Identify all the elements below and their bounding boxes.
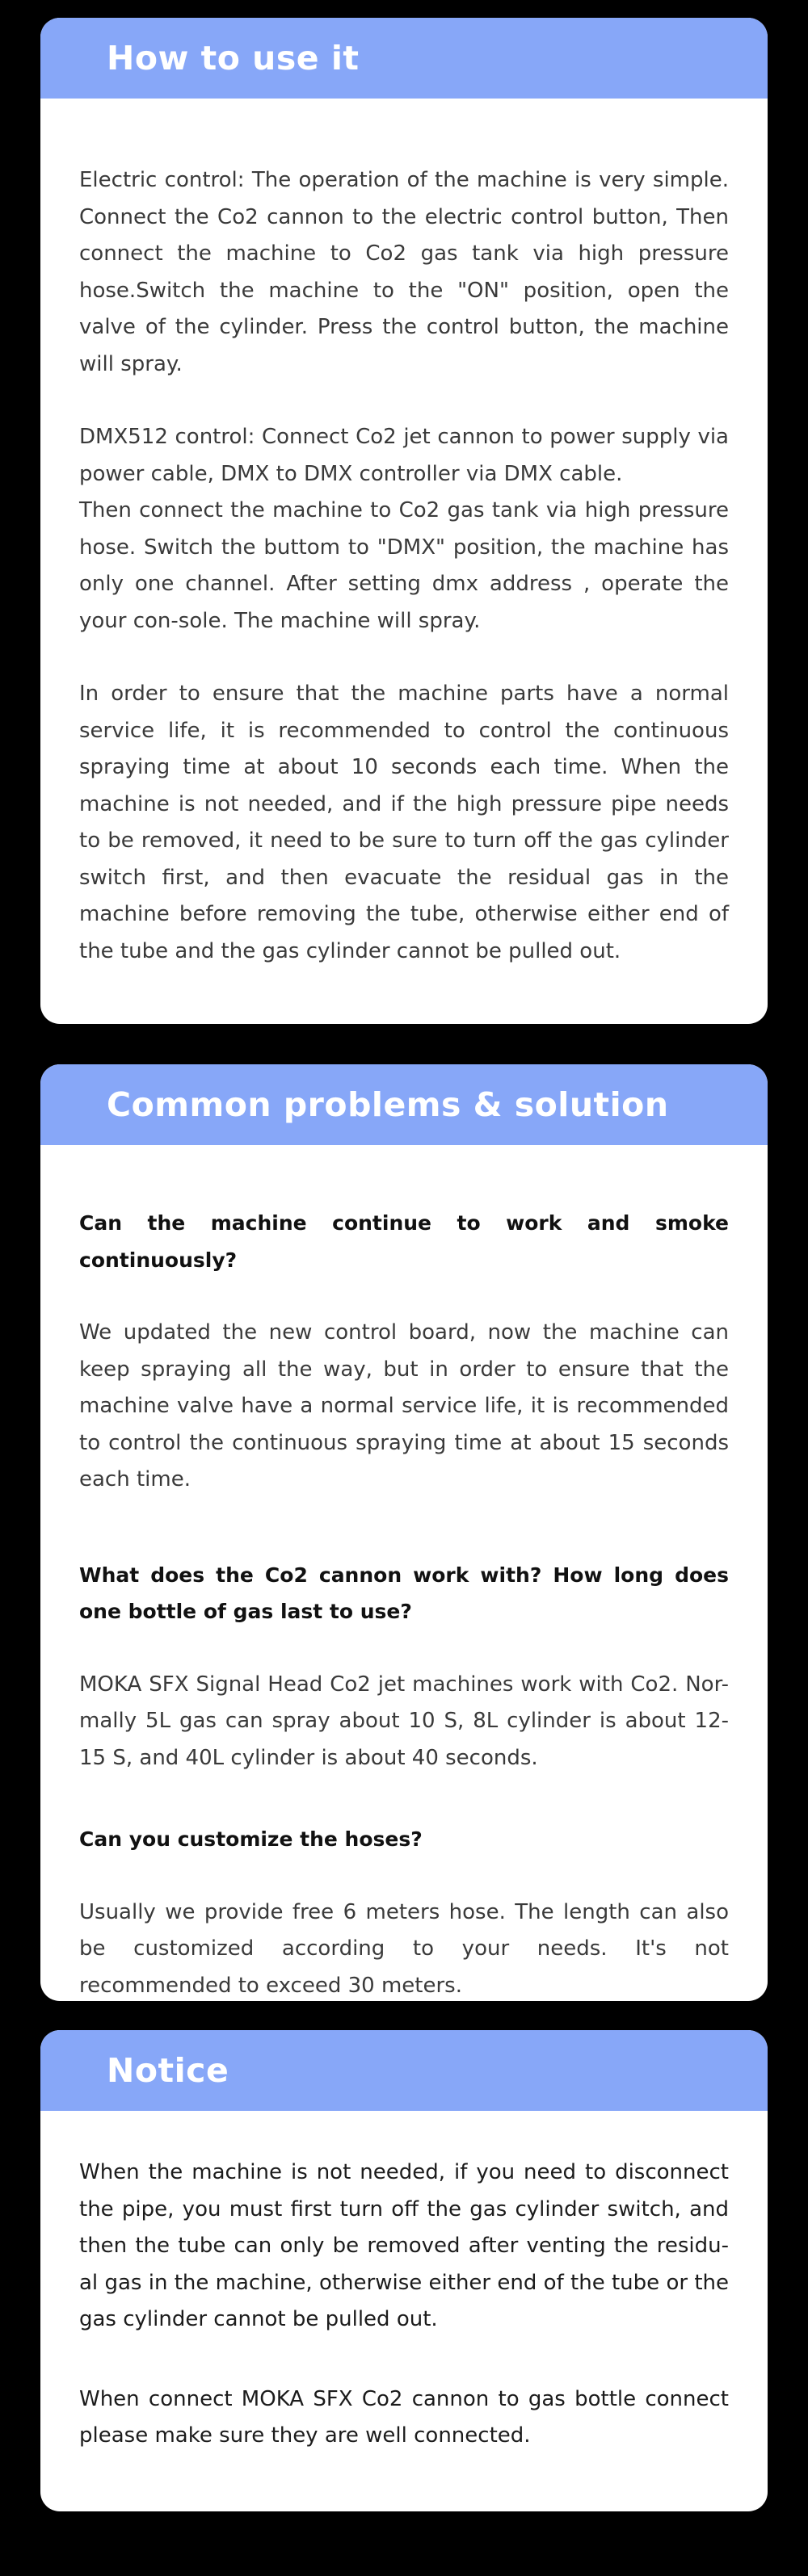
common-problems-card — [40, 1064, 768, 2001]
electric-control-paragraph: Electric control: The operation of the machine is very simple. Connect the Co2 cannon to the electric control button, Then connect the machine to Co2 gas tank via high pressure hose.Switch the machine to the "ON" position, open the valve of the cylinder. Press the control button, the machine will spray. — [79, 168, 729, 376]
common-problems-header — [40, 1064, 768, 1145]
faq-question: Can the machine continue to work and smoke continuously? — [79, 1211, 729, 1272]
notice-title: Notice — [107, 2051, 229, 2090]
faq-answer: MOKA SFX Signal Head Co2 jet machines work with Co2. Nor-mally 5L gas can spray about 10 S, 8L cylinder is about 12-15 S, and 40L cylinder is about 40 seconds. — [79, 1672, 729, 1770]
faq-answer: We updated the new control board, now the machine can keep spraying all the way, but in order to ensure that the machine valve have a normal service life, it is recommended to control the continuous spraying time at about 15 seconds each time. — [79, 1320, 729, 1491]
how-to-use-header — [40, 18, 768, 99]
common-problems-body — [40, 1205, 768, 2001]
dmx-control-paragraph: DMX512 control: Connect Co2 jet cannon to power supply via power cable, DMX to DMX controller via DMX cable. — [79, 425, 729, 486]
notice-body — [40, 2154, 768, 2455]
common-problems-title: Common problems & solution — [107, 1085, 669, 1124]
faq-question: What does the Co2 cannon work with? How long does one bottle of gas last to use? — [79, 1563, 729, 1623]
dmx-hose-paragraph: Then connect the machine to Co2 gas tank via high pressure hose. Switch the buttom to "DMX" position, the machine has only one channel. After setting dmx address , operate the your con-sole. The machine will spray. — [79, 498, 729, 633]
how-to-use-title: How to use it — [107, 39, 360, 78]
how-to-use-card — [40, 18, 768, 1024]
faq-question: Can you customize the hoses? — [79, 1827, 423, 1851]
how-to-use-body — [40, 162, 768, 970]
notice-disconnect-paragraph: When the machine is not needed, if you need to disconnect the pipe, you must first turn off the gas cylinder switch, and then the tube can only be removed after venting the residu-al gas in the machine, otherwise either end of the tube or the gas cylinder cannot be pulled out. — [79, 2160, 729, 2331]
faq-answer: Usually we provide free 6 meters hose. The length can also be customized according to your needs. It's not recommended to exceed 30 meters. — [79, 1899, 729, 1998]
notice-connect-paragraph: When connect MOKA SFX Co2 cannon to gas bottle connect please make sure they are well connected. — [79, 2386, 729, 2448]
service-life-paragraph: In order to ensure that the machine parts have a normal service life, it is recommended to control the continuous spraying time at about 10 seconds each time. When the machine is not needed, and if the high pressure pipe needs to be removed, it need to be sure to turn off the gas cylinder switch first, and then evacuate the residual gas in the machine before removing the tube, otherwise either end of the tube and the gas cylinder cannot be pulled out. — [79, 682, 729, 963]
notice-header — [40, 2030, 768, 2111]
notice-card — [40, 2030, 768, 2511]
